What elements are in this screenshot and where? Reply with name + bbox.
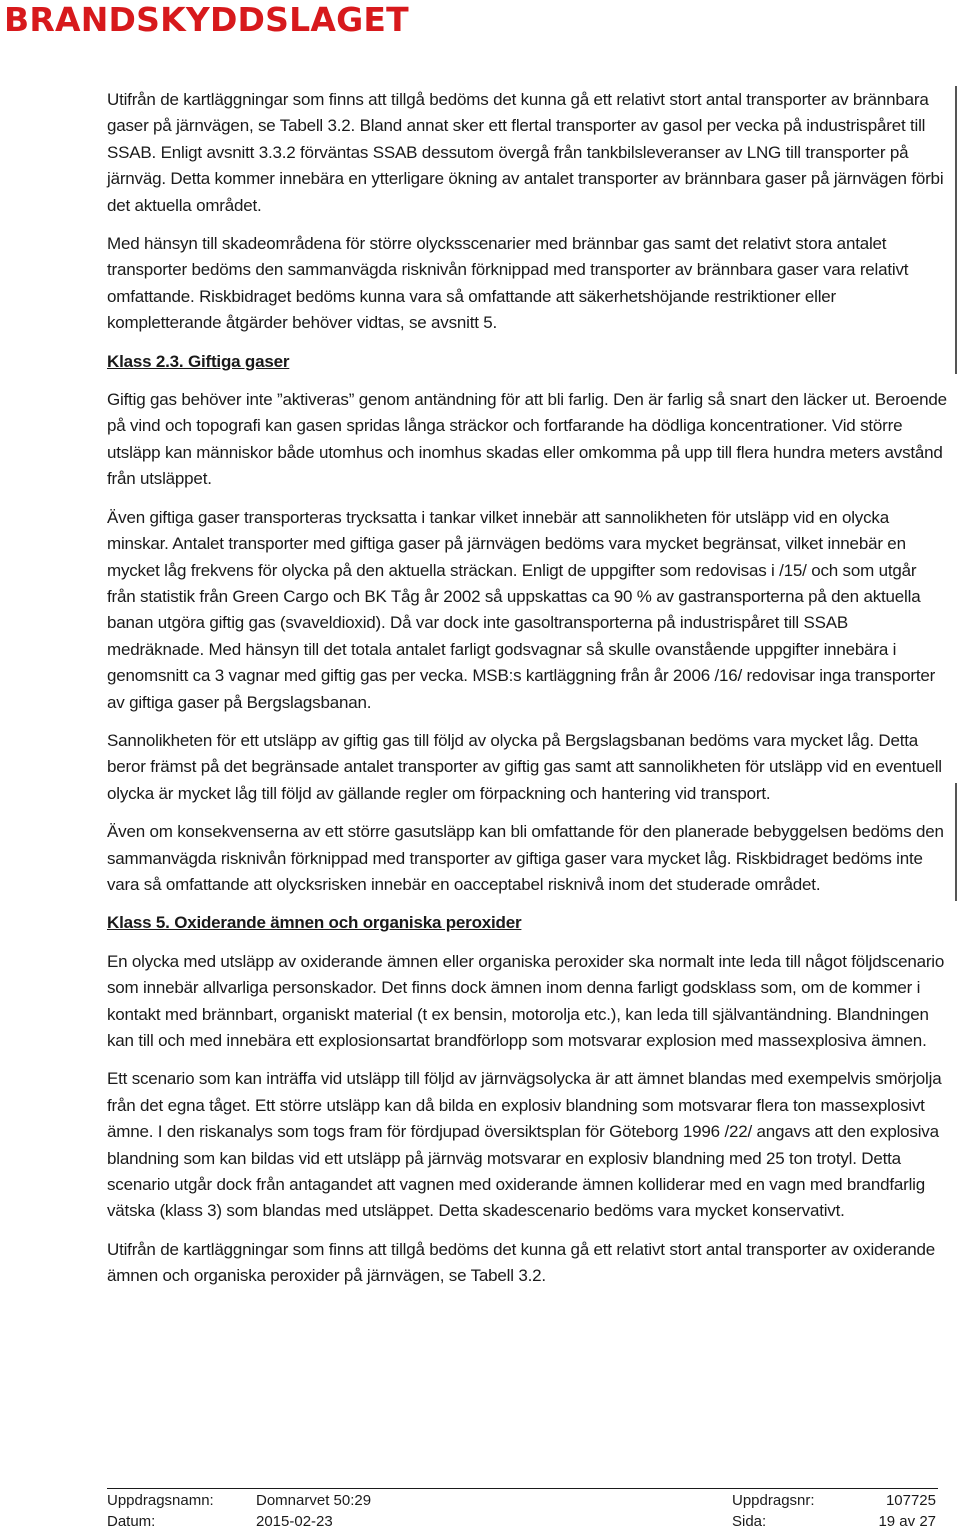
date-value: 2015-02-23: [256, 1513, 333, 1530]
page-label: Sida:: [732, 1513, 767, 1530]
paragraph-oxidizing-scenario: Ett scenario som kan inträffa vid utsläpp till följd av järnvägsolycka är att ämnet blandas med exempelvis smörjolja från det egna tåget. Ett större utsläpp kan då bilda en explosiv blandning som motsvarar flera ton massexplosivt ämne. I den riskanalys som togs fram för fördjupad översiktsplan för Göteborg 1996 /22/ angavs att den explosiva blandning som kan bildas vid ett utsläpp på järnväg motsvarar en explosiv blandning med 25 ton trotyl. Detta scenario utgår dock från antagandet att vagnen med oxiderande ämnen kolliderar med en vagn med brandfarlig vätska (klass 3) som blandas med utsläppet. Detta skadescenario bedöms vara mycket konservativt.: [107, 1069, 942, 1221]
paragraph-toxic-gas-probability: Sannolikheten för ett utsläpp av giftig gas till följd av olycka på Bergslagsbanan bedöms vara mycket låg. Detta beror främst på det begränsade antalet transporter av giftig gas samt att sannolikheten för utsläpp vid en eventuell olycka är mycket låg till följd av gällande regler om förpackning och hantering vid transport.: [107, 730, 942, 803]
paragraph-toxic-gas-transports: Även giftiga gaser transporteras trycksatta i tankar vilket innebär att sannolikheten för utsläpp vid en olycka minskar. Antalet transporter med giftiga gaser på järnvägen bedöms vara mycket begränsat, vilket innebär en mycket låg frekvens för olycka på den aktuella sträckan. Enligt de uppgifter som redovisas i /15/ och som utgår från statistik från Green Cargo och BK Tåg år 2002 så uppskattas ca 90 % av gastransporterna på den aktuella banan utgöra giftig gas (svaveldioxid). Då var dock inte gasoltransporterna på industrispåret till SSAB medräknade. Med hänsyn till det totala antalet farligt godsvagnar så skulle ovanstående uppgifter innebära i genomsnitt ca 3 vagnar med giftig gas per vecka. MSB:s kartläggning från år 2006 /16/ redovisar inga transporter av giftiga gaser på Bergslagsbanan.: [107, 507, 936, 712]
heading-class-2-3: Klass 2.3. Giftiga gaser: [107, 351, 290, 371]
assignment-no-label: Uppdragsnr:: [732, 1492, 815, 1509]
paragraph-oxidizing-intro: En olycka med utsläpp av oxiderande ämnen eller organiska peroxider ska normalt inte leda till något följdscenario som innebär allvarliga personskador. Det finns dock ämnen inom denna farligt godsklass som, om de kommer i kontakt med brännbart, organiskt material (t ex bensin, motorolja etc.), kan leda till självantändning. Blandningen kan till och med innebära ett explosionsartat brandförlopp som motsvarar explosion med massexplosiva ämnen.: [107, 951, 945, 1050]
date-label: Datum:: [107, 1513, 156, 1530]
assignment-no: 107725: [885, 1492, 936, 1509]
paragraph-toxic-gas-intro: Giftig gas behöver inte ”aktiveras” genom antändning för att bli farlig. Den är farlig så snart den läcker ut. Beroende på vind och topografi kan gasen spridas långa sträckor och fortfarande ha dödliga koncentrationer. Vid större utsläpp kan människor både utomhus och inomhus skadas eller omkomma på upp till flera hundra meters avstånd från utsläppet.: [107, 390, 947, 489]
paragraph-flammable-gas-transports: Utifrån de kartläggningar som finns att tillgå bedöms det kunna gå ett relativt stort antal transporter av brännbara gaser på järnvägen, se Tabell 3.2. Bland annat sker ett flertal transporter av gasol per vecka på industrispåret till SSAB. Enligt avsnitt 3.3.2 förväntas SSAB dessutom övergå från tankbilsleveranser av LNG till transporter på järnväg. Detta kommer innebära en ytterligare ökning av antalet transporter av brännbara gaser på järnvägen förbi det aktuella området.: [107, 90, 944, 215]
paragraph-flammable-gas-assessment: Med hänsyn till skadeområdena för större olycksscenarier med brännbar gas samt det relativt stora antalet transporter bedöms den sammanvägda risknivån förknippad med transporter av brännbara gaser vara relativt omfattande. Riskbidraget bedöms kunna vara så omfattande att säkerhetshöjande restriktioner eller kompletterande åtgärder behöver vidtas, se avsnitt 5.: [107, 234, 909, 333]
company-logo: BRANDSKYDDSLAGET: [4, 0, 409, 39]
page-number: 19 av 27: [878, 1513, 936, 1530]
paragraph-toxic-gas-assessment: Även om konsekvenserna av ett större gasutsläpp kan bli omfattande för den planerade bebyggelsen bedöms den sammanvägda risknivån förknippad med transporter av giftiga gaser vara mycket låg. Riskbidraget bedöms inte vara så omfattande att olycksrisken innebär en oacceptabel risknivå inom det studerade området.: [107, 822, 944, 894]
change-bar: [955, 86, 957, 374]
paragraph-oxidizing-transports: Utifrån de kartläggningar som finns att tillgå bedöms det kunna gå ett relativt stort antal transporter av oxiderande ämnen och organiska peroxider på järnvägen, se Tabell 3.2.: [107, 1239, 936, 1286]
footer-row-date: [107, 1510, 938, 1531]
footer-row-assignment: [107, 1489, 938, 1510]
change-bar: [955, 783, 957, 901]
assignment-name: Domnarvet 50:29: [256, 1492, 372, 1509]
assignment-name-label: Uppdragsnamn:: [107, 1492, 214, 1509]
page-footer: [107, 1488, 938, 1531]
document-body: [107, 87, 949, 1302]
heading-class-5: Klass 5. Oxiderande ämnen och organiska peroxider: [107, 913, 522, 933]
